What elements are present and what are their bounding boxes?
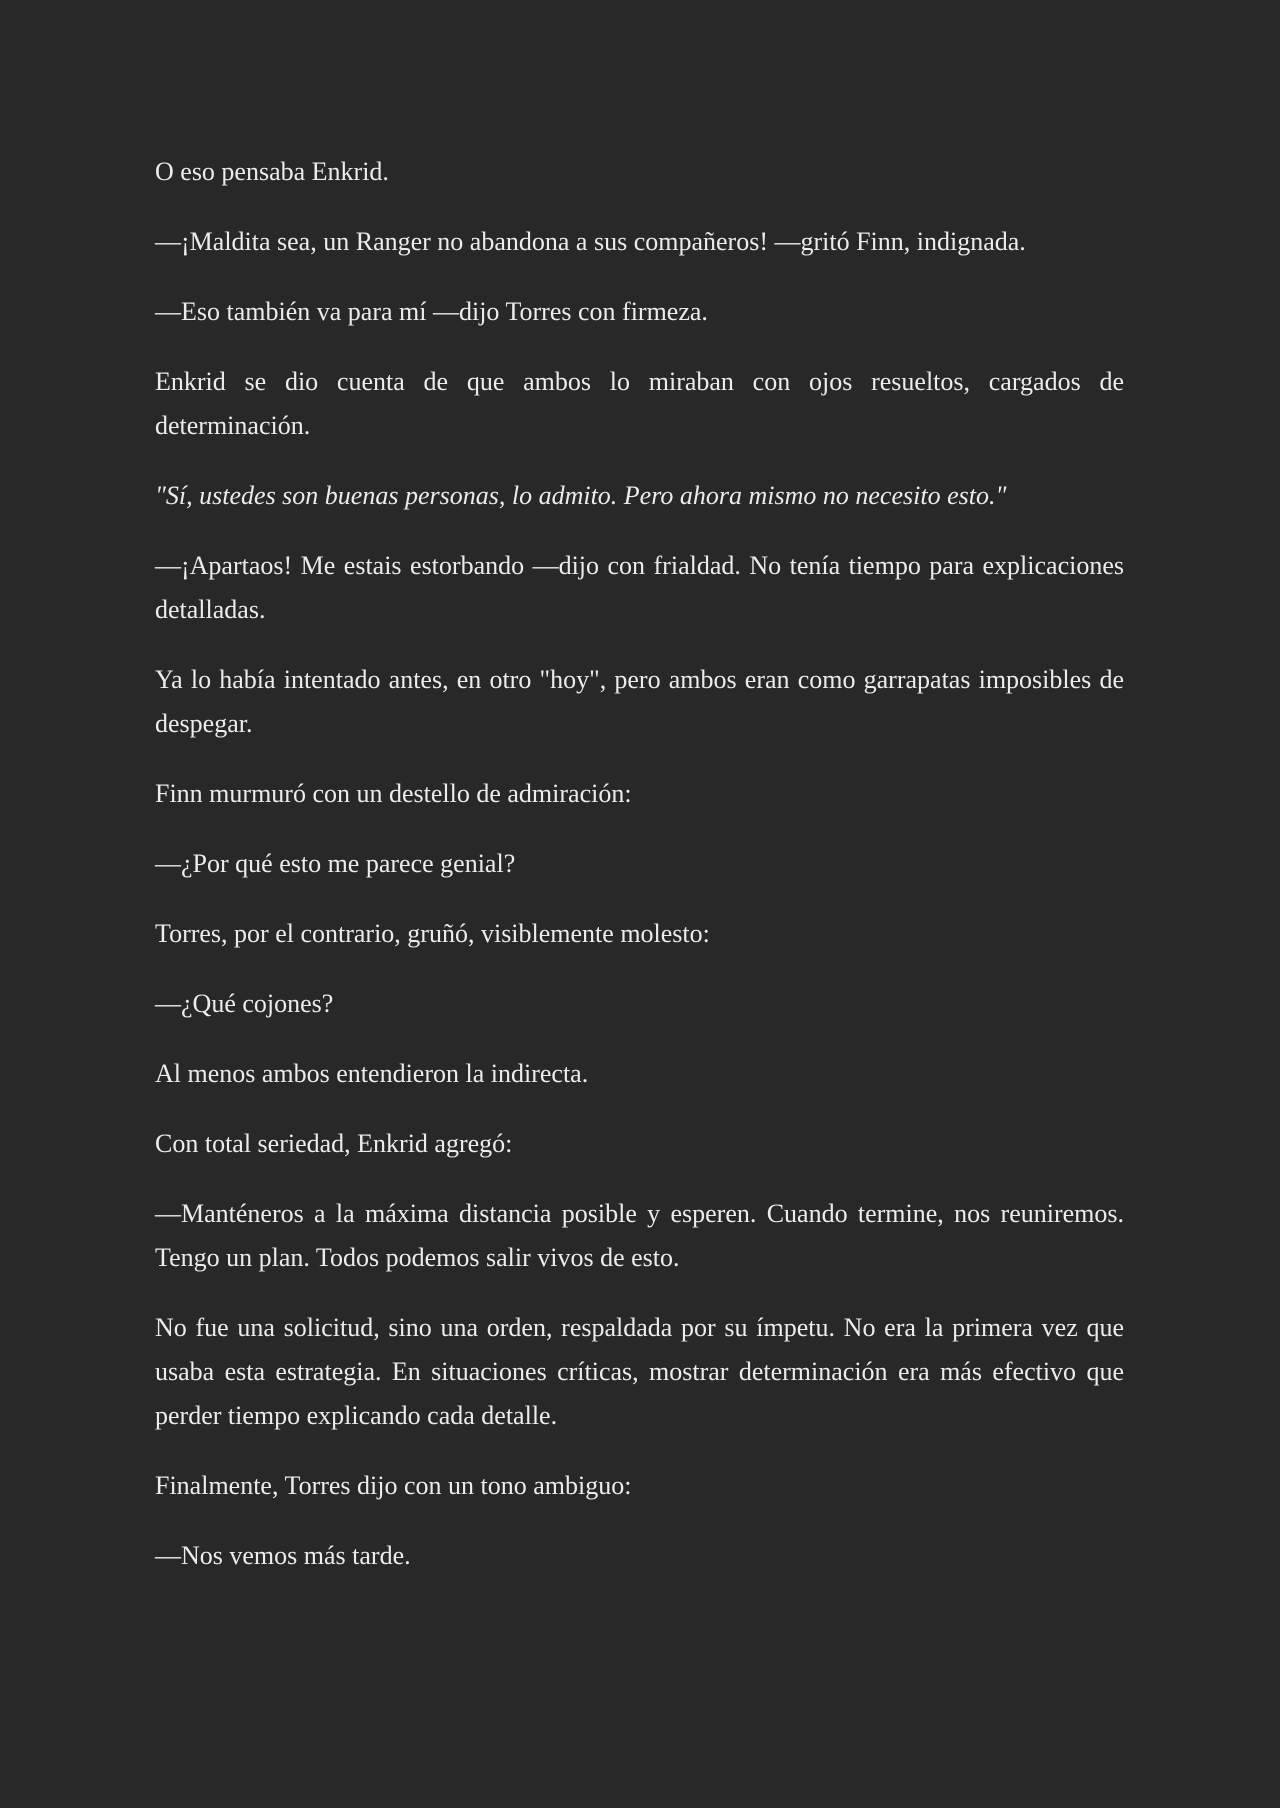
paragraph: —Manténeros a la máxima distancia posible y esperen. Cuando termine, nos reuniremos. Tengo un plan. Todos podemos salir vivos de esto. — [155, 1199, 1124, 1272]
paragraph: —¡Maldita sea, un Ranger no abandona a sus compañeros! —gritó Finn, indignada. — [155, 227, 1026, 256]
paragraph: No fue una solicitud, sino una orden, respaldada por su ímpetu. No era la primera vez que usaba esta estrategia. En situaciones críticas, mostrar determinación era más efectivo que perder tiempo explicando cada detalle. — [155, 1313, 1124, 1430]
paragraph: Torres, por el contrario, gruñó, visiblemente molesto: — [155, 919, 710, 948]
paragraph: —¡Apartaos! Me estais estorbando —dijo con frialdad. No tenía tiempo para explicaciones detalladas. — [155, 551, 1124, 624]
paragraph: —¿Qué cojones? — [155, 989, 334, 1018]
paragraph: Con total seriedad, Enkrid agregó: — [155, 1129, 513, 1158]
paragraph: Al menos ambos entendieron la indirecta. — [155, 1059, 589, 1088]
paragraph: Ya lo había intentado antes, en otro "hoy", pero ambos eran como garrapatas imposibles de despegar. — [155, 665, 1124, 738]
paragraph: —Eso también va para mí —dijo Torres con firmeza. — [155, 297, 708, 326]
paragraph: —Nos vemos más tarde. — [155, 1541, 411, 1570]
paragraph: O eso pensaba Enkrid. — [155, 157, 389, 186]
chapter-text — [155, 150, 1124, 1578]
paragraph: Enkrid se dio cuenta de que ambos lo miraban con ojos resueltos, cargados de determinación. — [155, 367, 1124, 440]
paragraph-thought: "Sí, ustedes son buenas personas, lo admito. Pero ahora mismo no necesito esto." — [155, 481, 1007, 510]
paragraph: —¿Por qué esto me parece genial? — [155, 849, 516, 878]
paragraph: Finalmente, Torres dijo con un tono ambiguo: — [155, 1471, 632, 1500]
paragraph: Finn murmuró con un destello de admiración: — [155, 779, 632, 808]
